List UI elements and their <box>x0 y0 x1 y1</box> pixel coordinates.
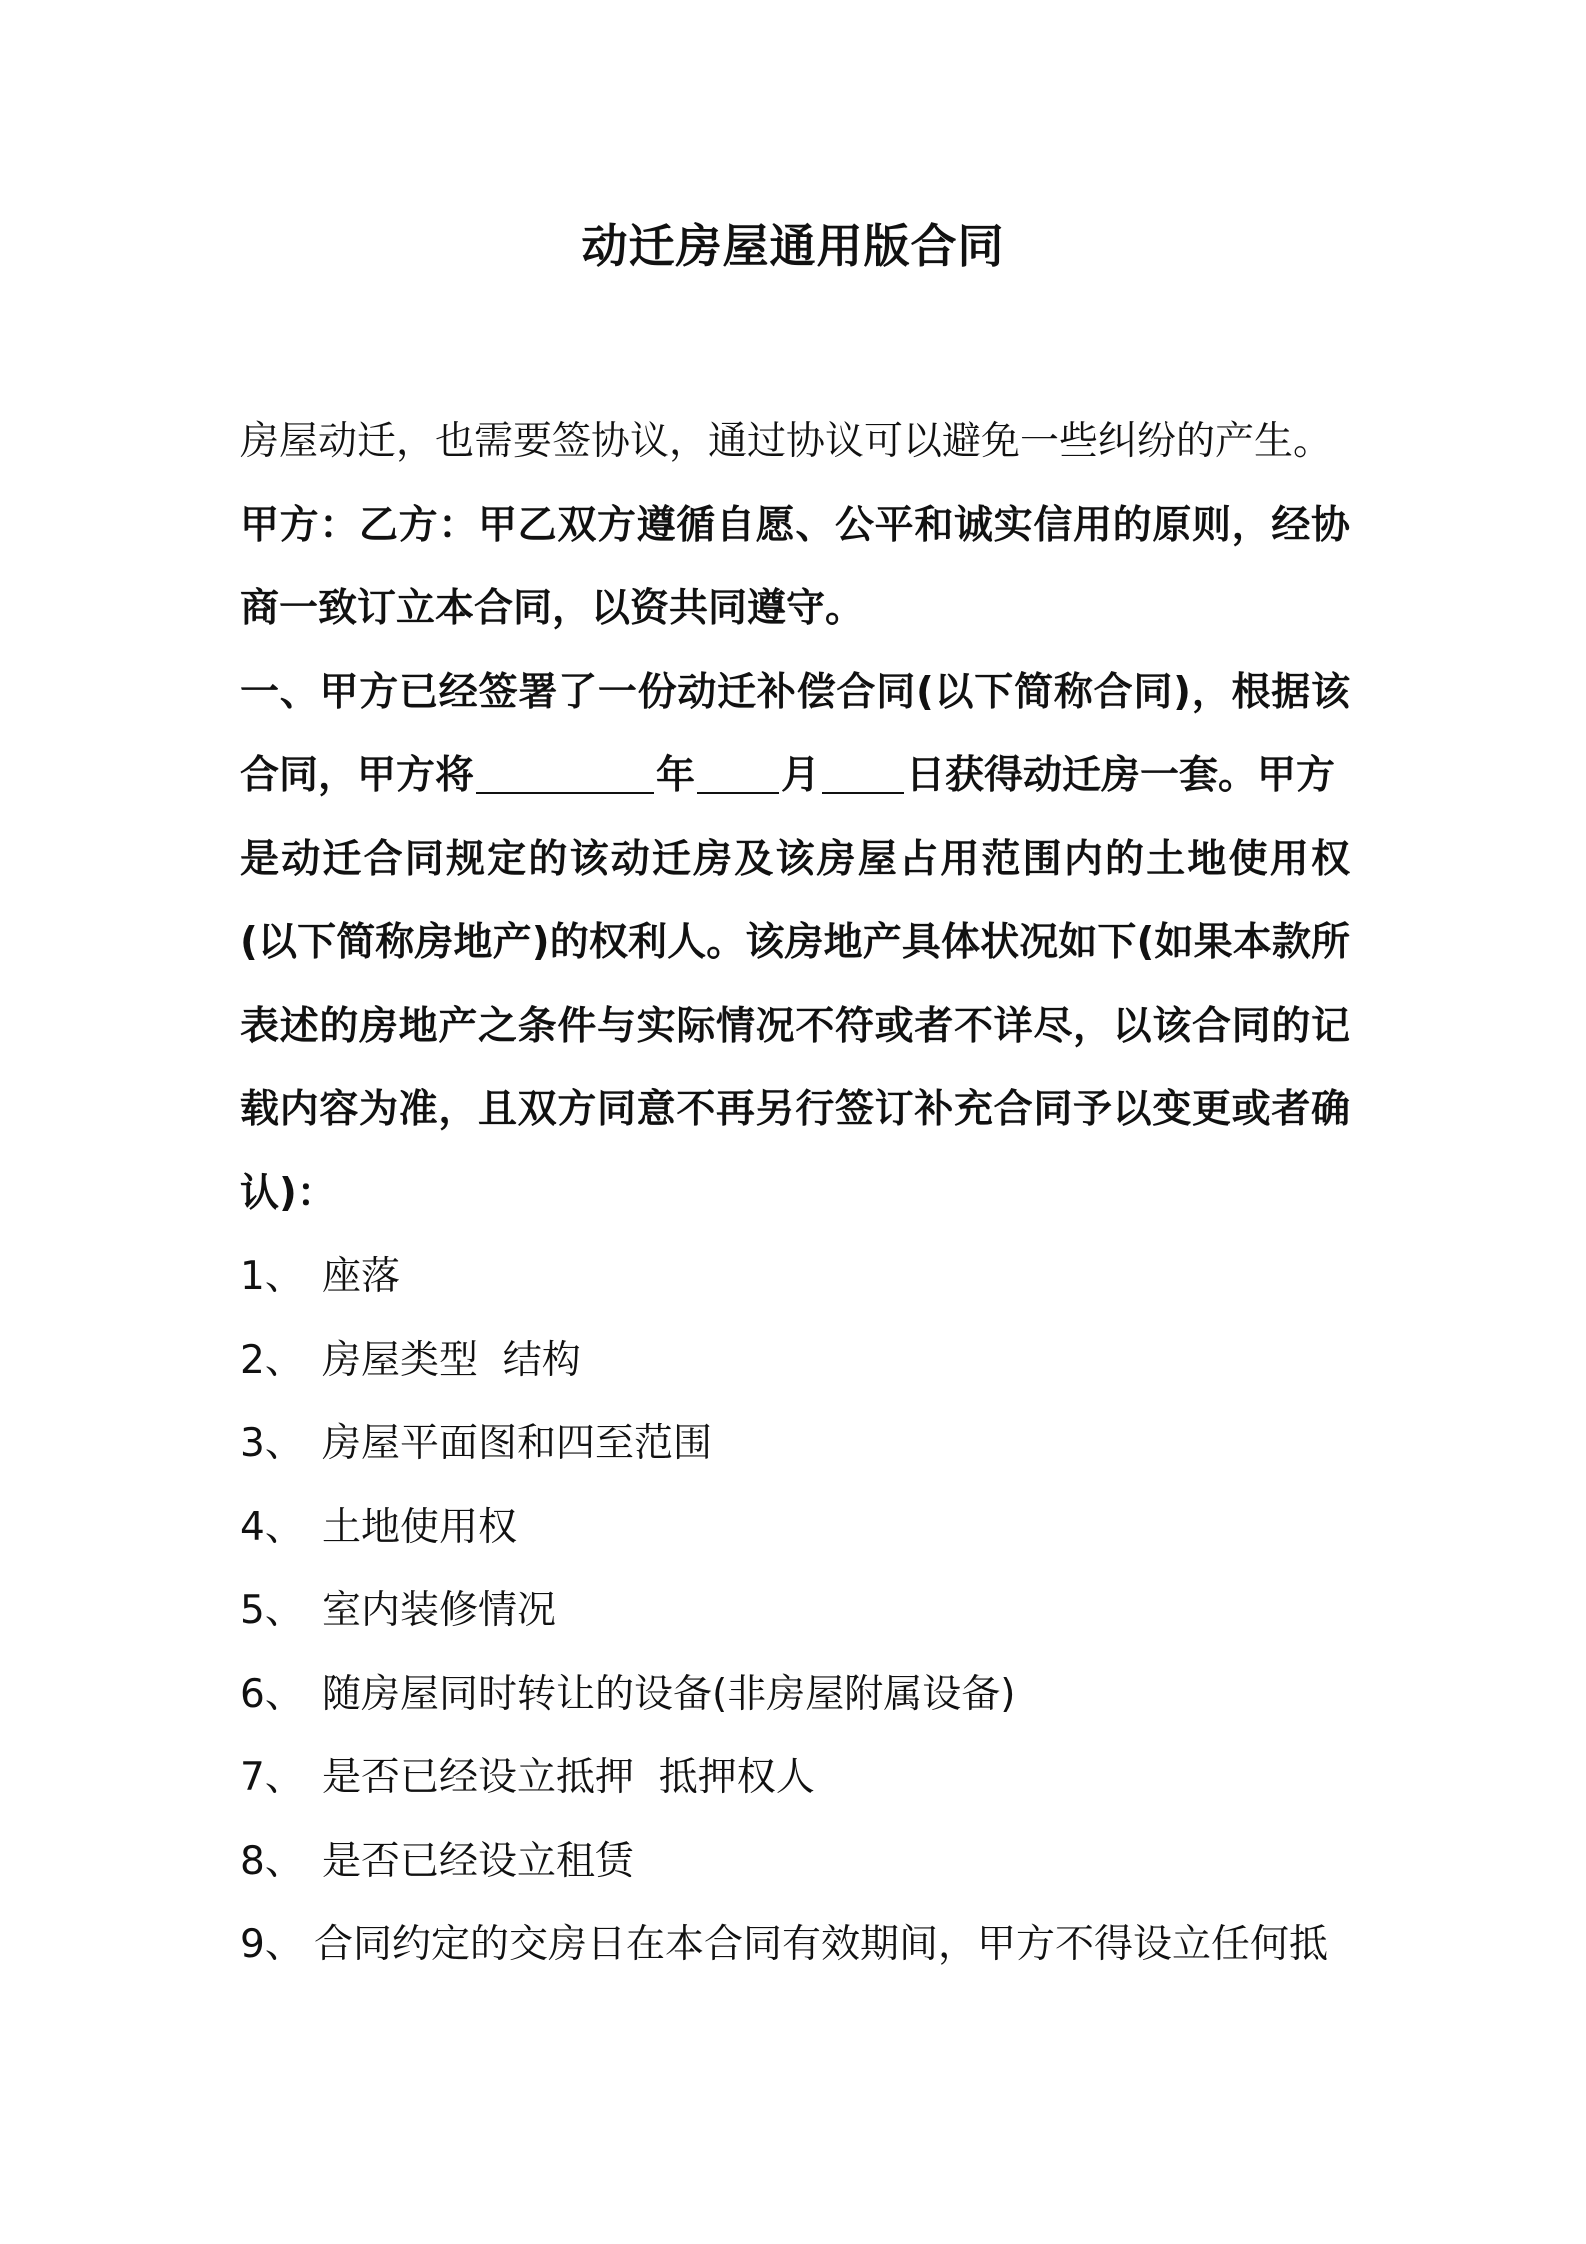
list-item-number: 3、 <box>240 1421 304 1466</box>
list-item-text: 座落 <box>322 1254 401 1299</box>
list-item-number: 7、 <box>240 1755 304 1800</box>
list-item-text: 房屋类型 结构 <box>322 1337 581 1383</box>
list-item <box>240 1820 1350 1904</box>
list-item-text: 土地使用权 <box>322 1504 518 1550</box>
list-item <box>240 1736 1350 1820</box>
day-blank <box>822 762 904 794</box>
month-label: 月 <box>781 753 821 798</box>
list-item-number: 4、 <box>240 1504 304 1550</box>
list-item-number: 6、 <box>240 1671 304 1717</box>
list-item <box>240 1235 1350 1319</box>
list-item-text: 是否已经设立抵押 抵押权人 <box>322 1755 815 1800</box>
list-item-number: 9、 <box>240 1922 304 1967</box>
day-label-suffix: 日获得动迁房一套。甲方 <box>906 753 1336 798</box>
clause-1-line-5: 表述的房地产之条件与实际情况不符或者不详尽，以该合同的记 <box>240 1003 1350 1049</box>
list-item-text: 房屋平面图和四至范围 <box>322 1421 713 1466</box>
parties-line-2: 商一致订立本合同，以资共同遵守。 <box>240 586 865 631</box>
list-item <box>240 1319 1350 1403</box>
list-item <box>240 1486 1350 1570</box>
list-item-number: 2、 <box>240 1337 304 1383</box>
list-item-number: 5、 <box>240 1588 304 1633</box>
document-body <box>240 400 1350 1987</box>
list-item <box>240 1653 1350 1737</box>
clause-1-line-2 <box>240 734 1350 818</box>
list-item <box>240 1402 1350 1486</box>
intro-paragraph: 房屋动迁，也需要签协议，通过协议可以避免一些纠纷的产生。 <box>240 419 1333 464</box>
clause-1-line-1: 一、甲方已经签署了一份动迁补偿合同(以下简称合同)，根据该 <box>240 669 1350 715</box>
clause-1-line-2-prefix: 合同，甲方将 <box>240 753 475 798</box>
list-item-text: 合同约定的交房日在本合同有效期间，甲方不得设立任何抵 <box>314 1922 1329 1967</box>
list-item-number: 8、 <box>240 1838 304 1884</box>
parties-line-1: 甲方：乙方：甲乙双方遵循自愿、公平和诚实信用的原则，经协 <box>240 502 1350 548</box>
list-item-text: 随房屋同时转让的设备(非房屋附属设备) <box>322 1671 1016 1717</box>
clause-1-line-4: (以下简称房地产)的权利人。该房地产具体状况如下(如果本款所 <box>240 920 1350 965</box>
list-item <box>240 1903 1350 1987</box>
list-item-text: 是否已经设立租赁 <box>322 1838 635 1884</box>
clause-1-line-6: 载内容为准，且双方同意不再另行签订补充合同予以变更或者确 <box>240 1087 1350 1132</box>
clause-1-line-3: 是动迁合同规定的该动迁房及该房屋占用范围内的土地使用权 <box>240 836 1350 882</box>
clause-1-line-7: 认)： <box>240 1170 336 1216</box>
list-item-text: 室内装修情况 <box>322 1588 557 1633</box>
month-blank <box>697 762 779 794</box>
list-item-number: 1、 <box>240 1254 304 1299</box>
year-label: 年 <box>656 753 696 798</box>
document-title: 动迁房屋通用版合同 <box>581 219 1005 273</box>
year-blank <box>476 762 654 794</box>
list-item <box>240 1569 1350 1653</box>
